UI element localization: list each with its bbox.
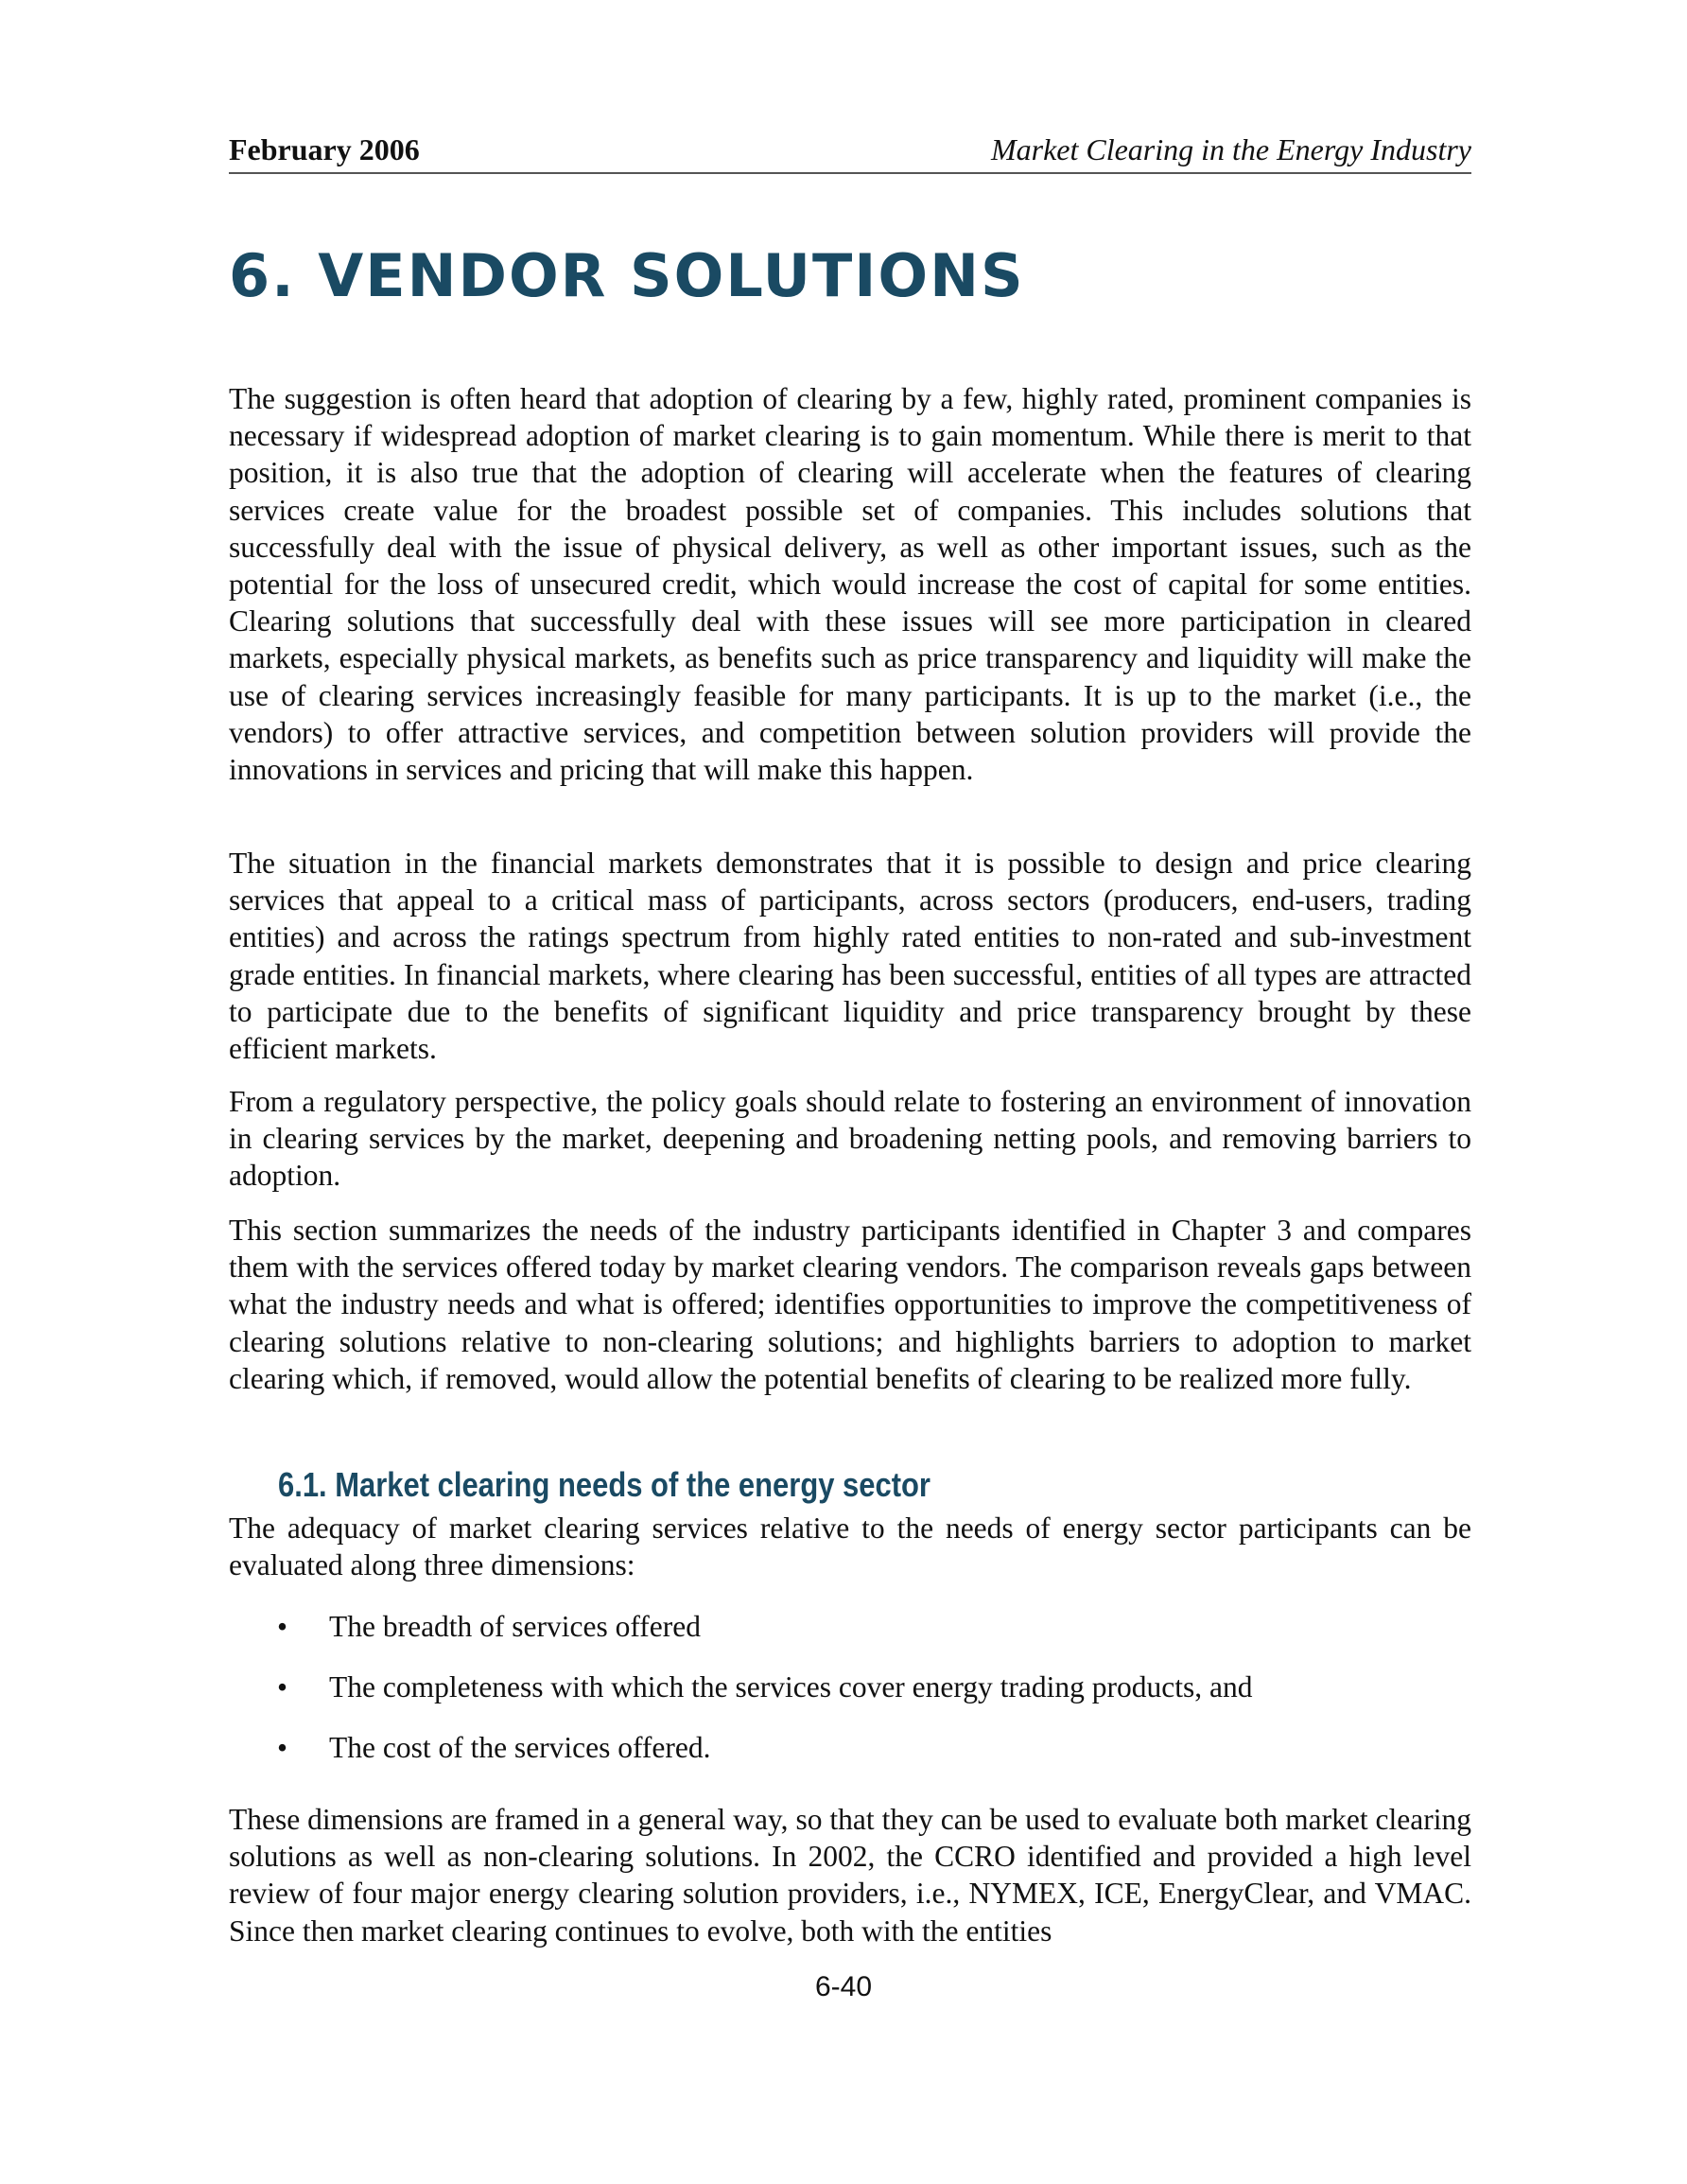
- list-item-text: The breadth of services offered: [329, 1610, 701, 1643]
- dimension-list: [229, 1608, 1471, 1790]
- section-heading: 6.1. Market clearing needs of the energy sector: [278, 1465, 930, 1504]
- list-item: [229, 1729, 1471, 1790]
- list-item: [229, 1669, 1471, 1729]
- paragraph-financial-markets: The situation in the financial markets demonstrates that it is possible to design and price clearing services that appeal to a critical mass of participants, across sectors (producers, end-users, trading entities) and across the ratings spectrum from highly rated entities to non-rated and sub-investment grade entities. In financial markets, where clearing has been successful, entities of all types are attracted to participate due to the benefits of significant liquidity and price transparency brought by these efficient markets.: [229, 847, 1471, 1066]
- paragraph-regulatory: From a regulatory perspective, the policy goals should relate to fostering an environment of innovation in clearing services by the market, deepening and broadening netting pools, and removing barriers to adoption.: [229, 1085, 1471, 1193]
- paragraph-section-summary: This section summarizes the needs of the industry participants identified in Chapter 3 and compares them with the services offered today by market clearing vendors. The comparison reveals gaps between what the industry needs and what is offered; identifies opportunities to improve the competitiveness of clearing solutions relative to non-clearing solutions; and highlights barriers to adoption to market clearing which, if removed, would allow the potential benefits of clearing to be realized more fully.: [229, 1214, 1471, 1395]
- header-document-title: Market Clearing in the Energy Industry: [990, 132, 1471, 166]
- section-intro-paragraph: The adequacy of market clearing services relative to the needs of energy sector participants can be evaluated along three dimensions:: [229, 1511, 1471, 1582]
- chapter-title: 6. VENDOR SOLUTIONS: [229, 241, 1025, 310]
- list-item-text: The cost of the services offered.: [329, 1731, 711, 1764]
- bullet-icon: •: [277, 1731, 288, 1764]
- list-item: [229, 1608, 1471, 1669]
- paragraph-dimensions: These dimensions are framed in a general way, so that they can be used to evaluate both market clearing solutions as well as non-clearing solutions. In 2002, the CCRO identified and provided a high level review of four major energy clearing solution providers, i.e., NYMEX, ICE, EnergyClear, and VMAC. Since then market clearing continues to evolve, both with the entities: [229, 1803, 1471, 1948]
- header-date: February 2006: [229, 132, 420, 166]
- list-item-text: The completeness with which the services cover energy trading products, and: [329, 1670, 1253, 1704]
- paragraph-intro: The suggestion is often heard that adoption of clearing by a few, highly rated, prominent companies is necessary if widespread adoption of market clearing is to gain momentum. While there is merit to that position, it is also true that the adoption of clearing will accelerate when the features of clearing services create value for the broadest possible set of companies. This includes solutions that successfully deal with the issue of physical delivery, as well as other important issues, such as the potential for the loss of unsecured credit, which would increase the cost of capital for some entities. Clearing solutions that successfully deal with these issues will see more participation in cleared markets, especially physical markets, as benefits such as price transparency and liquidity will make the use of clearing services increasingly feasible for many participants. It is up to the market (i.e., the vendors) to offer attractive services, and competition between solution providers will provide the innovations in services and pricing that will make this happen.: [229, 382, 1471, 787]
- page-number: 6-40: [814, 1971, 873, 2002]
- bullet-icon: •: [277, 1670, 288, 1704]
- page-header: [229, 131, 1471, 174]
- bullet-icon: •: [277, 1610, 288, 1643]
